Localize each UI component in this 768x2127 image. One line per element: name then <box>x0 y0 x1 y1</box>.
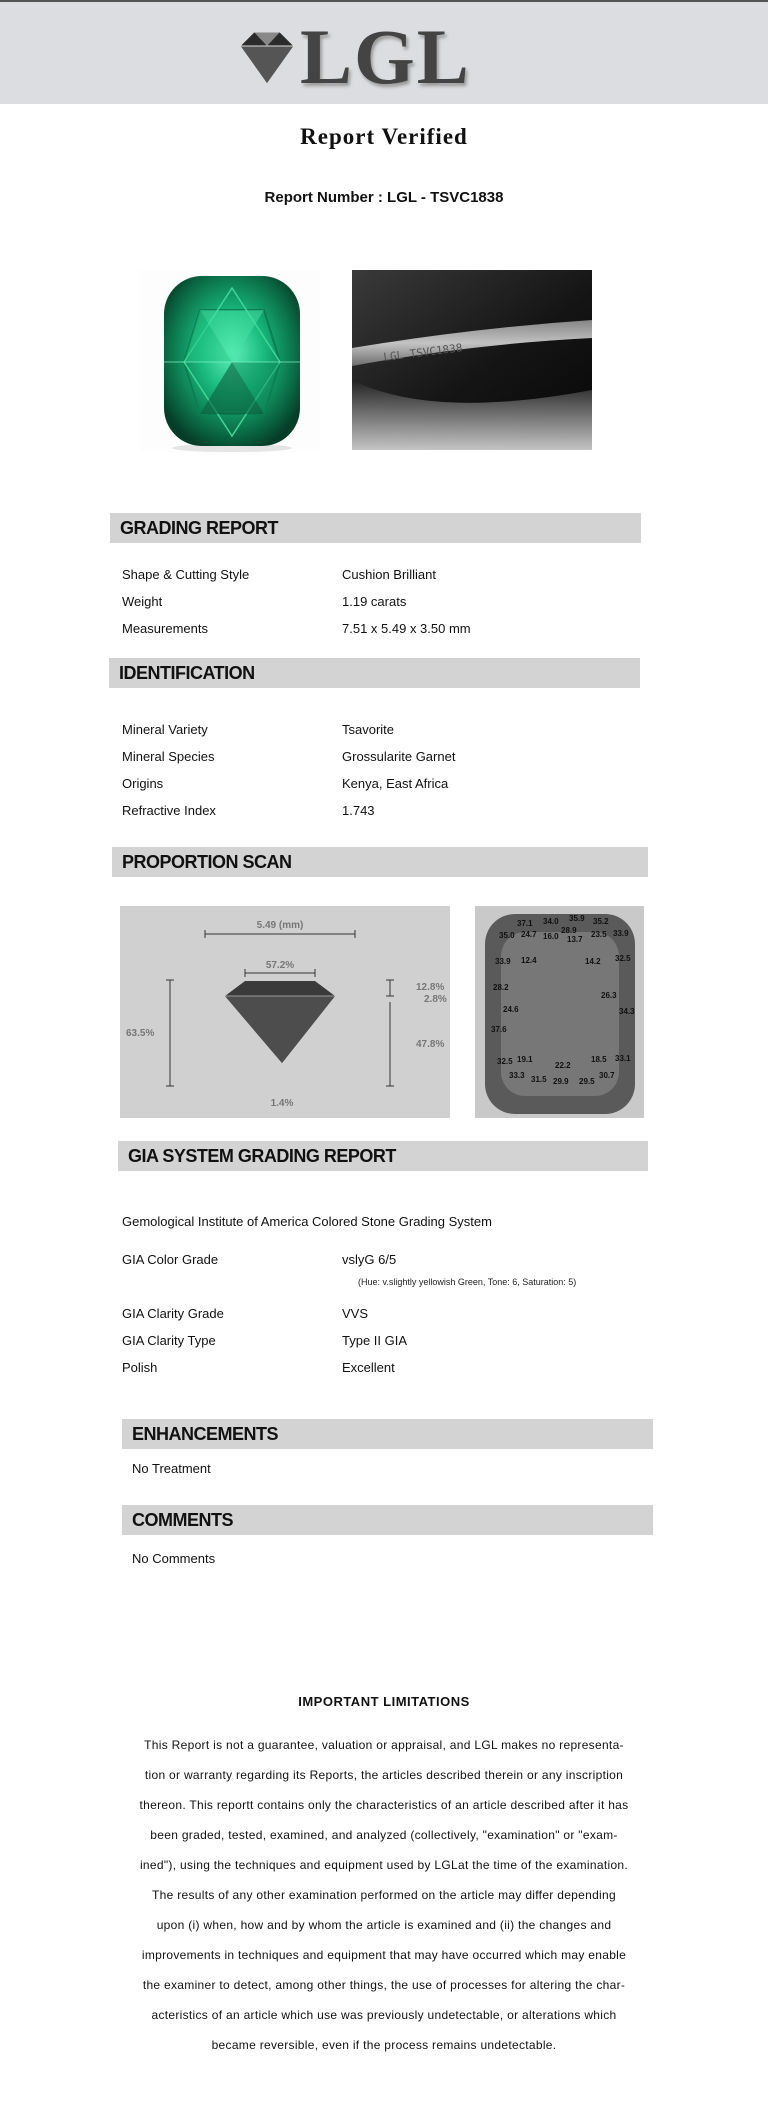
proportion-top-view-diagram <box>475 906 644 1118</box>
gemstone-photo <box>140 270 320 453</box>
measurements-value: 7.51 x 5.49 x 3.50 mm <box>342 621 471 636</box>
culet-label: 1.4% <box>270 1098 294 1109</box>
diamond-icon <box>232 28 302 88</box>
proportion-value: 23.5 <box>591 930 607 939</box>
page-title: Report Verified <box>300 124 468 149</box>
proportion-value: 29.9 <box>553 1077 569 1086</box>
inscription-text: LGL TSVC1838 <box>382 341 464 364</box>
ri-label: Refractive Index <box>122 803 216 818</box>
polish-label: Polish <box>122 1360 158 1375</box>
proportion-value: 35.9 <box>569 914 585 923</box>
girdle-label: 2.8% <box>424 994 447 1005</box>
proportion-value: 33.3 <box>509 1071 525 1080</box>
polish-value: Excellent <box>342 1360 395 1375</box>
gia-intro: Gemological Institute of America Colored Stone Grading System <box>122 1214 492 1229</box>
width-label: 5.49 (mm) <box>256 920 304 931</box>
comments-header: COMMENTS <box>122 1505 653 1535</box>
proportion-value: 28.2 <box>493 983 509 992</box>
gia-color-label: GIA Color Grade <box>122 1252 219 1267</box>
identification-header: IDENTIFICATION <box>109 658 640 688</box>
proportion-value: 30.7 <box>599 1071 615 1080</box>
proportion-value: 31.5 <box>531 1075 547 1084</box>
limitations-heading: IMPORTANT LIMITATIONS <box>298 1694 470 1709</box>
laser-inscription-photo <box>352 270 592 450</box>
proportion-scan-header: PROPORTION SCAN <box>112 847 648 877</box>
origins-value: Kenya, East Africa <box>342 776 449 791</box>
proportion-value: 34.0 <box>543 917 559 926</box>
proportion-value: 13.7 <box>567 935 583 944</box>
gia-type-label: GIA Clarity Type <box>122 1333 216 1348</box>
depth-label: 63.5% <box>126 1028 155 1039</box>
proportion-value: 34.3 <box>619 1007 635 1016</box>
proportion-value: 29.5 <box>579 1077 595 1086</box>
variety-label: Mineral Variety <box>122 722 208 737</box>
proportion-profile-diagram <box>120 906 450 1118</box>
gia-color-note: (Hue: v.slightly yellowish Green, Tone: 6, Saturation: 5) <box>358 1277 577 1287</box>
proportion-value: 33.9 <box>495 957 511 966</box>
pavilion-label: 47.8% <box>416 1039 445 1050</box>
origins-label: Origins <box>122 776 164 791</box>
proportion-value: 26.3 <box>601 991 617 1000</box>
proportion-value: 24.7 <box>521 930 537 939</box>
proportion-value: 33.9 <box>613 929 629 938</box>
limitations-line: ined"), using the techniques and equipment used by LGLat the time of the examination. <box>139 1858 629 1872</box>
lgl-logo <box>232 13 492 100</box>
crown-label: 12.8% <box>416 982 445 993</box>
measurements-label: Measurements <box>122 621 208 636</box>
proportion-value: 24.6 <box>503 1005 519 1014</box>
proportion-value: 32.5 <box>497 1057 513 1066</box>
gia-color-value: vslyG 6/5 <box>342 1252 397 1267</box>
header-banner <box>0 2 768 104</box>
proportion-value: 37.6 <box>491 1025 507 1034</box>
logo-text: LGL <box>300 13 471 100</box>
gia-clarity-value: VVS <box>342 1306 369 1321</box>
limitations-line: The results of any other examination performed on the article may differ depending <box>152 1888 616 1902</box>
weight-value: 1.19 carats <box>342 594 407 609</box>
limitations-line: been graded, tested, examined, and analyzed (collectively, "examination" or "exam- <box>150 1828 618 1842</box>
proportion-value: 18.5 <box>591 1055 607 1064</box>
species-value: Grossularite Garnet <box>342 749 456 764</box>
shape-value: Cushion Brilliant <box>342 567 436 582</box>
proportion-value: 35.2 <box>593 917 609 926</box>
enhancements-text: No Treatment <box>132 1461 211 1476</box>
limitations-line: the examiner to detect, among other things, the use of processes for altering the char- <box>142 1978 626 1992</box>
gia-clarity-label: GIA Clarity Grade <box>122 1306 224 1321</box>
shape-label: Shape & Cutting Style <box>122 567 250 582</box>
weight-label: Weight <box>122 594 163 609</box>
proportion-value: 28.9 <box>561 926 577 935</box>
limitations-line: became reversible, even if the process remains undetectable. <box>211 2038 557 2052</box>
proportion-value: 37.1 <box>517 919 533 928</box>
grading-report-header: GRADING REPORT <box>110 513 641 543</box>
proportion-value: 35.0 <box>499 931 515 940</box>
report-number: Report Number : LGL - TSVC1838 <box>264 189 504 206</box>
proportion-value: 14.2 <box>585 957 601 966</box>
variety-value: Tsavorite <box>342 722 395 737</box>
table-label: 57.2% <box>265 960 295 971</box>
limitations-line: thereon. This reportt contains only the characteristics of an article described after it has <box>139 1798 629 1812</box>
comments-text: No Comments <box>132 1551 216 1566</box>
limitations-line: improvements in techniques and equipment that may have occurred which may enable <box>141 1948 627 1962</box>
proportion-value: 19.1 <box>517 1055 533 1064</box>
species-label: Mineral Species <box>122 749 215 764</box>
gia-header: GIA SYSTEM GRADING REPORT <box>118 1141 648 1171</box>
limitations-line: This Report is not a guarantee, valuation or appraisal, and LGL makes no representa- <box>144 1738 624 1752</box>
limitations-line: acteristics of an article which use was previously undetectable, or alterations which <box>151 2008 617 2022</box>
proportion-value: 22.2 <box>555 1061 571 1070</box>
enhancements-header: ENHANCEMENTS <box>122 1419 653 1449</box>
proportion-value: 33.1 <box>615 1054 631 1063</box>
proportion-value: 12.4 <box>521 956 537 965</box>
proportion-value: 16.0 <box>543 932 559 941</box>
gia-type-value: Type II GIA <box>342 1333 408 1348</box>
limitations-line: upon (i) when, how and by whom the article is examined and (ii) the changes and <box>156 1918 612 1932</box>
limitations-line: tion or warranty regarding its Reports, the articles described therein or any inscription <box>144 1768 624 1782</box>
ri-value: 1.743 <box>342 803 375 818</box>
proportion-value: 32.5 <box>615 954 631 963</box>
